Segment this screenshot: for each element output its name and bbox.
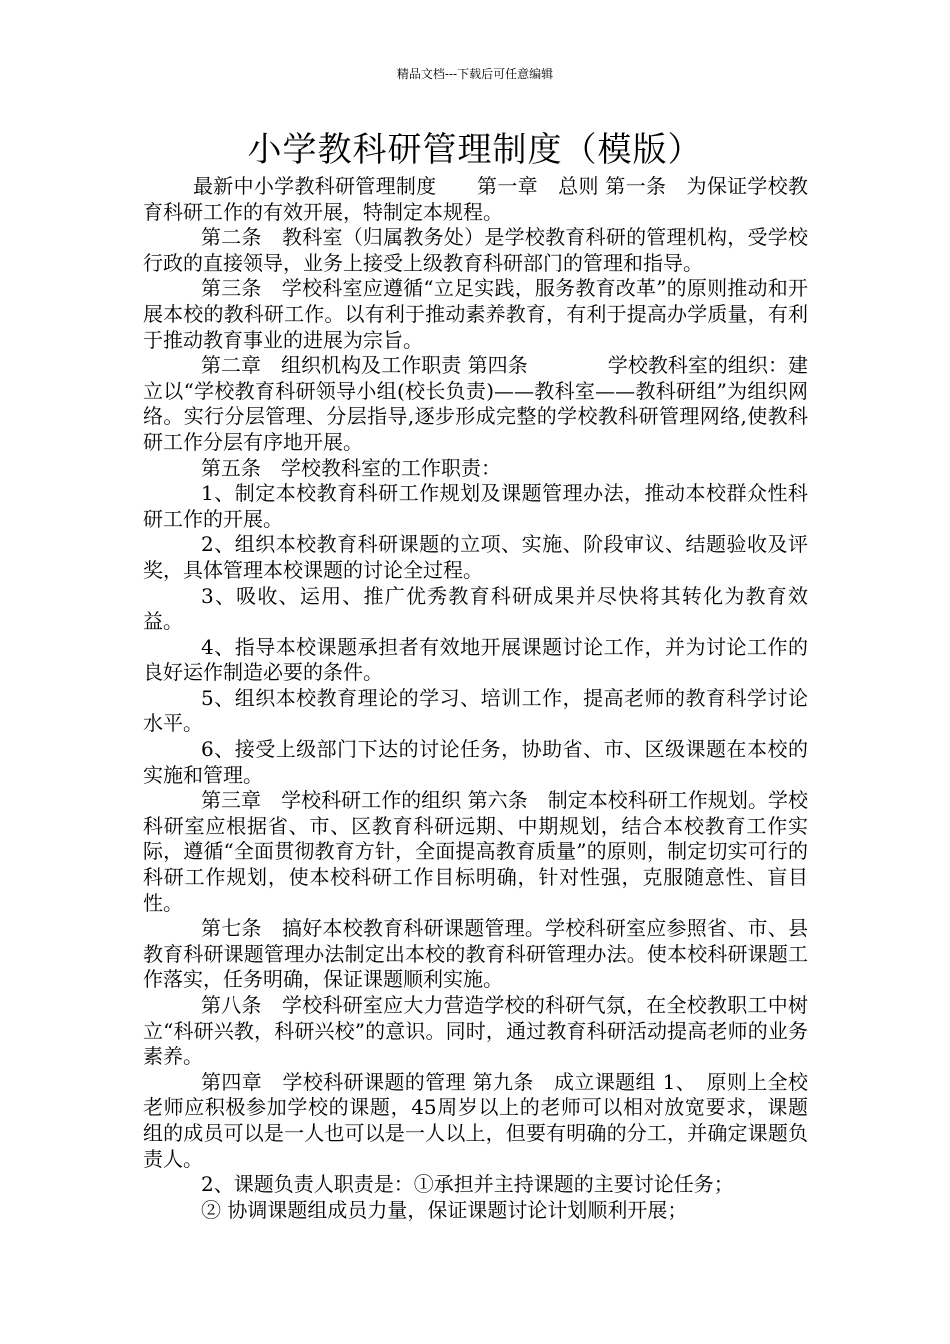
paragraph-2: 第二条 教科室（归属教务处）是学校教育科研的管理机构，受学校行政的直接领导，业务上接受上级教育科研部门的管理和指导。 [143,225,808,275]
paragraph-13: 第七条 搞好本校教育科研课题管理。学校科研室应参照省、市、县教育科研课题管理办法制定出本校的教育科研管理办法。使本校科研课题工作落实，任务明确，保证课题顺利实施。 [143,916,808,992]
paragraph-17: ② 协调课题组成员力量，保证课题讨论计划顺利开展； [201,1197,688,1222]
paragraph-15: 第四章 学校科研课题的管理 第九条 成立课题组 1、 原则上全校老师应积极参加学校的课题，45周岁以上的老师可以相对放宽要求，课题组的成员可以是一人也可以是一人以上，但要有明确的分工，并确定课题负责人。 [143,1069,808,1171]
document-body [143,174,808,1223]
paragraph-7: 2、组织本校教育科研课题的立项、实施、阶段审议、结题验收及评奖，具体管理本校课题的讨论全过程。 [143,532,808,582]
paragraph-5: 第五条 学校教科室的工作职责： [201,455,501,480]
paragraph-16: 2、课题负责人职责是：①承担并主持课题的主要讨论任务； [201,1172,734,1197]
paragraph-9: 4、指导本校课题承担者有效地开展课题讨论工作，并为讨论工作的良好运作制造必要的条件。 [143,634,808,685]
paragraph-11: 6、接受上级部门下达的讨论任务，协助省、市、区级课题在本校的实施和管理。 [143,737,808,787]
paragraph-10: 5、组织本校教育理论的学习、培训工作，提高老师的教育科学讨论水平。 [143,685,808,736]
paragraph-3: 第三条 学校科室应遵循“立足实践，服务教育改革”的原则推动和开展本校的教科研工作。以有利于推动素养教育，有利于提高办学质量，有利于推动教育事业的进展为宗旨。 [143,276,808,352]
paragraph-8: 3、吸收、运用、推广优秀教育科研成果并尽快将其转化为教育效益。 [143,583,808,634]
paragraph-6: 1、制定本校教育科研工作规划及课题管理办法，推动本校群众性科研工作的开展。 [143,481,808,531]
paragraph-1: 最新中小学教科研管理制度 第一章 总则 第一条 为保证学校教育科研工作的有效开展，特制定本规程。 [143,174,808,224]
paragraph-12: 第三章 学校科研工作的组织 第六条 制定本校科研工作规划。学校科研室应根据省、市、区教育科研远期、中期规划，结合本校教育工作实际，遵循“全面贯彻教育方针，全面提高教育质量”的原则，制定切实可行的科研工作规划，使本校科研工作目标明确，针对性强，克服随意性、盲目性。 [143,788,808,915]
document-title: 小学教科研管理制度（模版） [247,130,703,170]
page-header: 精品文档---下载后可任意编辑 [396,67,554,81]
paragraph-4: 第二章 组织机构及工作职责 第四条 学校教科室的组织：建立以“学校教育科研领导小组(校长负责)——教科室——教科研组”为组织网络。实行分层管理、分层指导,逐步形成完整的学校教科研管理网络,使教科研工作分层有序地开展。 [143,353,808,454]
paragraph-14: 第八条 学校科研室应大力营造学校的科研气氛，在全校教职工中树立“科研兴教，科研兴校”的意识。同时，通过教育科研活动提高老师的业务素养。 [143,993,808,1069]
